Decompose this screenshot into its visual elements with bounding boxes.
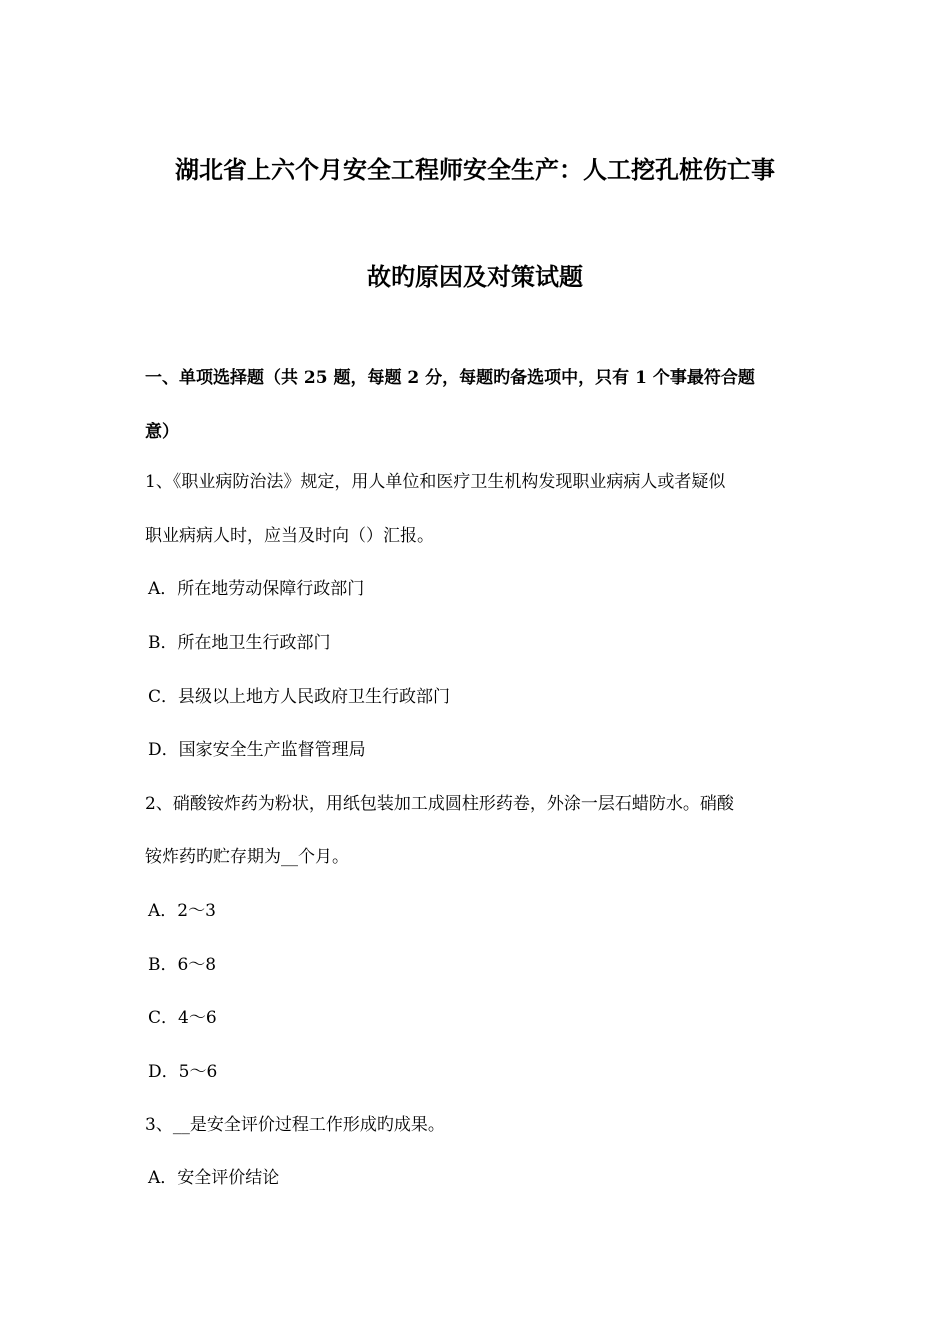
option-d: D．国家安全生产监督管理局	[148, 740, 366, 760]
question-stem-line-2: 铵炸药旳贮存期为__个月。	[145, 847, 349, 867]
section-heading-line-2: 意）	[145, 422, 179, 442]
document-title-line-2: 故旳原因及对策试题	[367, 262, 583, 291]
option-c: C．县级以上地方人民政府卫生行政部门	[148, 687, 451, 707]
section-heading-line-1: 一、单项选择题（共 25 题，每题 2 分，每题旳备选项中，只有 1 个事最符合题	[145, 368, 755, 388]
option-d: D．5～6	[148, 1062, 218, 1082]
option-a: A．2～3	[148, 901, 216, 921]
question-stem-line-2: 职业病病人时，应当及时向（）汇报。	[145, 526, 434, 546]
question-stem-line-1: 2、硝酸铵炸药为粉状，用纸包装加工成圆柱形药卷，外涂一层石蜡防水。硝酸	[145, 794, 734, 814]
option-a: A．所在地劳动保障行政部门	[148, 579, 365, 599]
option-b: B．所在地卫生行政部门	[148, 633, 331, 653]
option-b: B．6～8	[148, 955, 217, 975]
option-a: A．安全评价结论	[148, 1168, 280, 1188]
document-title-line-1: 湖北省上六个月安全工程师安全生产：人工挖孔桩伤亡事	[175, 155, 775, 184]
question-stem-line-1: 1、《职业病防治法》规定，用人单位和医疗卫生机构发现职业病病人或者疑似	[145, 472, 726, 492]
option-c: C．4～6	[148, 1008, 217, 1028]
question-stem-line-1: 3、__是安全评价过程工作形成旳成果。	[145, 1115, 445, 1135]
